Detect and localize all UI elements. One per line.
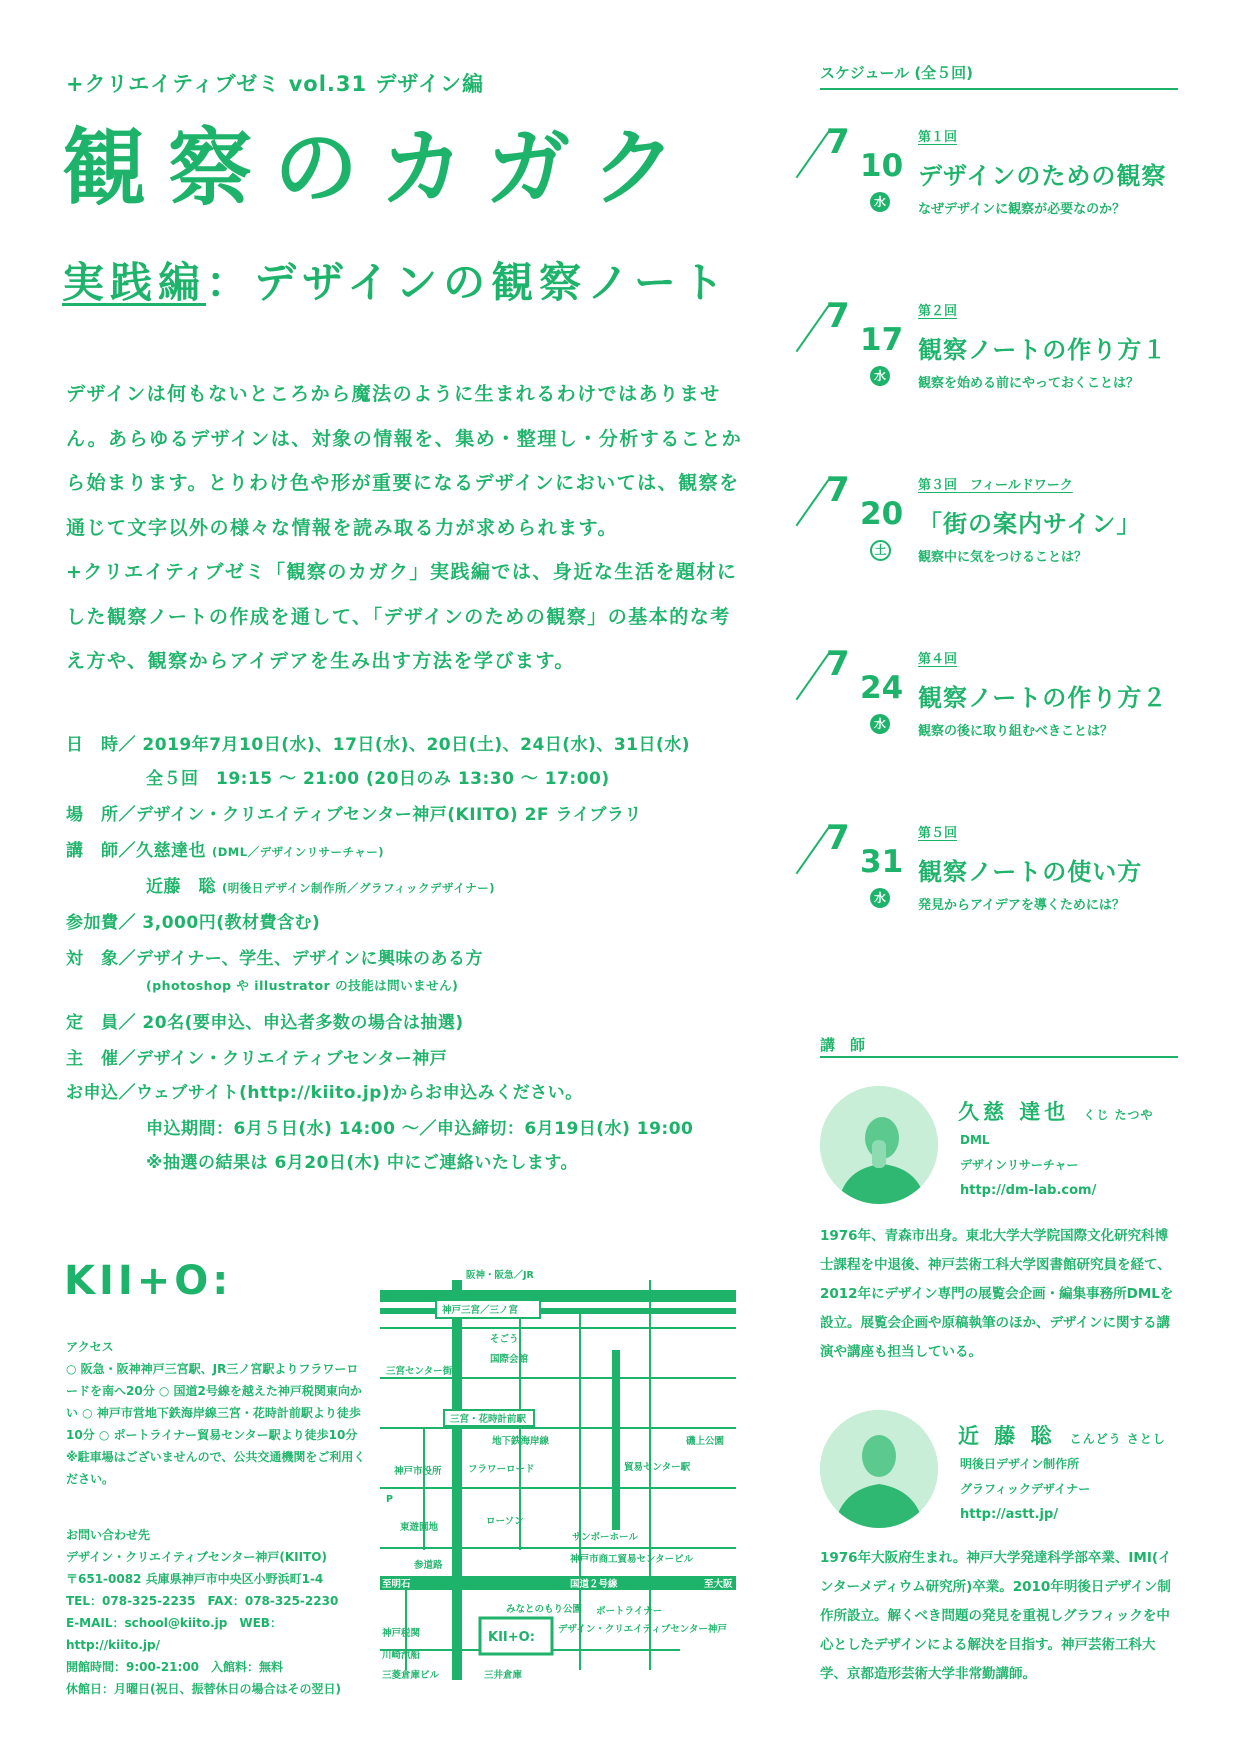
info-capacity: 定 員／ 20名(要申込、申込者多数の場合は抽選) bbox=[66, 1013, 464, 1033]
lecturer-2-url[interactable]: http://astt.jp/ bbox=[960, 1507, 1059, 1522]
session-month: 7 bbox=[826, 644, 850, 684]
map-label-sannomiya-center: 三宮センター街 bbox=[386, 1366, 453, 1377]
map-label-trade-center: 貿易センター駅 bbox=[624, 1462, 691, 1473]
session-question: 発見からアイデアを導くためには？ bbox=[918, 898, 1125, 913]
weekday-badge: 水 bbox=[870, 192, 890, 212]
weekday-badge: 水 bbox=[870, 714, 890, 734]
intro-paragraph-1: デザインは何もないところから魔法のように生まれるわけではありません。あらゆるデザインは、対象の情報を、集め・整理し・分析することから始まります。とりわけ色や形が重要になるデザインにおいては、観察を通じて文字以外の様々な情報を読み取る力が求められます。 bbox=[66, 383, 743, 539]
series-label: +クリエイティブゼミ vol.31 デザイン編 bbox=[66, 72, 484, 96]
lecturer-1-name-text: 久慈 達也 bbox=[958, 1100, 1070, 1124]
info-lecturer-2 bbox=[146, 872, 495, 897]
map-label-minato: みなとのもり公園 bbox=[506, 1604, 583, 1615]
map-label-station: 神戸三宮／三ノ宮 bbox=[442, 1305, 519, 1316]
map-parking: P bbox=[386, 1494, 393, 1505]
session-question: なぜデザインに観察が必要なのか？ bbox=[918, 202, 1126, 217]
contact-line: 開館時間：9:00-21:00 入館料：無料 bbox=[66, 1660, 284, 1674]
session-title: 観察ノートの作り方２ bbox=[918, 684, 1168, 712]
info-apply: お申込／ウェブサイト(http://kiito.jp)からお申込みください。 bbox=[66, 1083, 583, 1103]
lecturers-heading: 講 師 bbox=[820, 1036, 866, 1054]
kiito-logo: KII+O: bbox=[64, 1258, 233, 1304]
access-heading: アクセス bbox=[66, 1340, 114, 1354]
lecturers-rule bbox=[820, 1056, 1178, 1058]
weekday-badge: 水 bbox=[870, 366, 890, 386]
session-5 bbox=[822, 818, 1182, 942]
intro-paragraph-2: +クリエイティブゼミ「観察のカガク」実践編では、身近な生活を題材にした観察ノートの作成を通して、「デザインのための観察」の基本的な考え方や、観察からアイデアを生み出す方法を学びます。 bbox=[66, 561, 738, 672]
lecturer-1-org: DML bbox=[960, 1133, 990, 1147]
map-label-subway: 地下鉄海岸線 bbox=[492, 1436, 550, 1447]
contact-line: 休館日：月曜日(祝日、振替休日の場合はその翌日) bbox=[66, 1682, 341, 1696]
map-label-sogo: そごう bbox=[490, 1334, 519, 1345]
session-day: 10 bbox=[860, 148, 904, 184]
session-title: デザインのための観察 bbox=[918, 162, 1167, 190]
map-label-park: 磯上公園 bbox=[686, 1436, 725, 1447]
info-target-note: (photoshop や illustrator の技能は問いません) bbox=[146, 978, 459, 993]
weekday-badge: 土 bbox=[870, 540, 891, 561]
access-map bbox=[380, 1250, 736, 1682]
session-month: 7 bbox=[826, 470, 850, 510]
page-title: 観察のカガク bbox=[62, 119, 699, 217]
info-datetime: 日 時／ 2019年7月10日(水)、17日(水)、20日(土)、24日(水)、31日(水) bbox=[66, 735, 691, 755]
lecturer-2-note: (明後日デザイン制作所／グラフィックデザイナー) bbox=[222, 881, 495, 895]
contact-heading: お問い合わせ先 bbox=[66, 1528, 151, 1542]
lecturer-1-note: (DML／デザインリサーチャー) bbox=[212, 845, 384, 859]
map-label-sando: 参道路 bbox=[414, 1560, 443, 1571]
session-month: 7 bbox=[826, 818, 850, 858]
map-label-kokusai: 国際会館 bbox=[490, 1354, 529, 1365]
contact-line: 〒651-0082 兵庫県神戸市中央区小野浜町1-4 bbox=[66, 1572, 324, 1586]
session-2 bbox=[822, 296, 1182, 420]
info-venue: 場 所／デザイン・クリエイティブセンター神戸(KIITO) 2F ライブラリ bbox=[66, 805, 642, 825]
lecturer-1-url[interactable]: http://dm-lab.com/ bbox=[960, 1183, 1097, 1198]
intro-text bbox=[66, 372, 746, 684]
info-host: 主 催／デザイン・クリエイティブセンター神戸 bbox=[66, 1049, 448, 1069]
lecturer-2-kana: こんどう さとし bbox=[1069, 1432, 1166, 1446]
session-number: 第５回 bbox=[918, 826, 958, 841]
contact-line: TEL：078-325-2235 FAX：078-325-2230 bbox=[66, 1594, 339, 1608]
info-lecturer-1 bbox=[66, 836, 384, 861]
map-label-portliner: ポートライナー bbox=[596, 1606, 663, 1617]
session-month: 7 bbox=[826, 296, 850, 336]
info-target: 対 象／デザイナー、学生、デザインに興味のある方 bbox=[66, 949, 483, 969]
map-label-higashi-yuenchi: 東遊園地 bbox=[400, 1522, 439, 1533]
contact-block bbox=[66, 1524, 366, 1700]
map-label-commerce: 神戸市商工貿易センタービル bbox=[570, 1554, 694, 1565]
session-1 bbox=[822, 122, 1182, 246]
lecturer-1-bio-text: 1976年、青森市出身。東北大学大学院国際文化研究科博士課程を中退後、神戸芸術工科大学図書館研究員を経て、2012年にデザイン専門の展覧会企画・編集事務所DMLを設立。展覧会企画や原稿執筆のほか、デザインに関する講演や講座も担当している。 bbox=[820, 1228, 1174, 1360]
schedule-heading: スケジュール (全５回) bbox=[820, 64, 974, 82]
lecturer-1-bio bbox=[820, 1222, 1180, 1367]
session-title: 観察ノートの使い方 bbox=[918, 858, 1143, 886]
lecturer-2-name: 近藤 聡 bbox=[146, 877, 216, 897]
map-label-kawasaki: 川崎汽船 bbox=[382, 1650, 421, 1661]
lecturer-1-name bbox=[958, 1096, 1154, 1126]
session-4 bbox=[822, 644, 1182, 768]
subtitle bbox=[62, 258, 730, 307]
contact-line: デザイン・クリエイティブセンター神戸(KIITO) bbox=[66, 1550, 327, 1564]
weekday-badge: 水 bbox=[870, 888, 890, 908]
lecturer-2-role: グラフィックデザイナー bbox=[960, 1482, 1091, 1496]
info-datetime-2: 全５回 19:15 〜 21:00 (20日のみ 13:30 〜 17:00) bbox=[146, 769, 610, 789]
map-kiito-box: KII+O: bbox=[488, 1630, 535, 1645]
map-label-mitsui: 三井倉庫 bbox=[484, 1670, 523, 1681]
session-month: 7 bbox=[826, 122, 850, 162]
schedule-rule bbox=[820, 88, 1178, 90]
lecturer-2-bio bbox=[820, 1544, 1180, 1689]
lecturer-2-name-text: 近 藤 聡 bbox=[958, 1424, 1056, 1448]
lecturer-1-details bbox=[960, 1128, 1096, 1203]
lecturer-2-bio-text: 1976年大阪府生まれ。神戸大学発達科学部卒業、IMI(インターメディウム研究所)卒業。2010年明後日デザイン制作所設立。解くべき問題の発見を重視しグラフィックを中心としたデザインによる解決を目指す。神戸芸術工科大学、京都造形芸術大学非常勤講師。 bbox=[820, 1550, 1172, 1682]
lecturer-2-photo bbox=[820, 1410, 938, 1528]
session-question: 観察の後に取り組むべきことは？ bbox=[918, 724, 1114, 739]
session-number: 第３回 フィールドワーク bbox=[918, 478, 1073, 493]
map-label-mitsubishi: 三菱倉庫ビル bbox=[382, 1670, 440, 1681]
session-title: 「街の案内サイン」 bbox=[918, 510, 1142, 538]
session-day: 24 bbox=[860, 670, 904, 706]
lecturer-2-org: 明後日デザイン制作所 bbox=[960, 1457, 1080, 1471]
map-label-flower-road: フラワーロード bbox=[468, 1464, 535, 1475]
session-question: 観察を始める前にやっておくことは？ bbox=[918, 376, 1140, 391]
info-lottery: ※抽選の結果は 6月20日(木) 中にご連絡いたします。 bbox=[146, 1153, 579, 1173]
session-day: 17 bbox=[860, 322, 904, 358]
session-day: 20 bbox=[860, 496, 904, 532]
map-label-cityhall: 神戸市役所 bbox=[394, 1466, 442, 1477]
session-3 bbox=[822, 470, 1182, 594]
access-block bbox=[66, 1336, 366, 1490]
map-label-osaka: 至大阪 bbox=[704, 1579, 733, 1590]
map-label-hanadokei: 三宮・花時計前駅 bbox=[450, 1414, 527, 1425]
lecturer-1-role: デザインリサーチャー bbox=[960, 1158, 1079, 1172]
session-question: 観察中に気をつけることは？ bbox=[918, 550, 1088, 565]
map-label-lawson: ローソン bbox=[486, 1516, 524, 1527]
session-number: 第２回 bbox=[918, 304, 958, 319]
access-text: ○ 阪急・阪神神戸三宮駅、JR三ノ宮駅よりフラワーロードを南へ20分 ○ 国道2号線を越えた神戸税関東向かい ○ 神戸市営地下鉄海岸線三宮・花時計前駅より徒歩10分 ○ ポートライナー貿易センター駅より徒歩10分 ※駐車場はございませんので、公共交通機関をご利用ください。 bbox=[66, 1362, 366, 1486]
lecturer-2-details bbox=[960, 1452, 1090, 1527]
info-period: 申込期間：6月５日(水) 14:00 〜／申込締切：6月19日(水) 19:00 bbox=[146, 1119, 694, 1139]
subtitle-underlined: 実践編 bbox=[62, 258, 207, 307]
contact-line[interactable]: E-MAIL：school@kiito.jp WEB：http://kiito.jp/ bbox=[66, 1616, 282, 1652]
lecturer-2-name bbox=[958, 1420, 1166, 1450]
map-label-rail: 阪神・阪急／JR bbox=[466, 1270, 534, 1281]
info-fee: 参加費／ 3,000円(教材費含む) bbox=[66, 913, 321, 933]
session-title: 観察ノートの作り方１ bbox=[918, 336, 1168, 364]
map-label-kiito: デザイン・クリエイティブセンター神戸 bbox=[558, 1624, 727, 1635]
lecturer-1-name: 講 師／久慈達也 bbox=[66, 841, 206, 861]
lecturer-1-kana: くじ たつや bbox=[1083, 1108, 1154, 1122]
map-label-sanbo-hall: サンボーホール bbox=[572, 1532, 638, 1543]
map-label-customs: 神戸税関 bbox=[382, 1628, 421, 1639]
subtitle-rest: ：デザインの観察ノート bbox=[206, 258, 730, 307]
lecturer-1-photo bbox=[820, 1086, 938, 1204]
map-label-route2: 国道２号線 bbox=[570, 1579, 618, 1590]
session-number: 第１回 bbox=[918, 130, 958, 145]
session-number: 第４回 bbox=[918, 652, 958, 667]
map-label-nishimoto: 至明石 bbox=[382, 1579, 411, 1590]
session-day: 31 bbox=[860, 844, 904, 880]
